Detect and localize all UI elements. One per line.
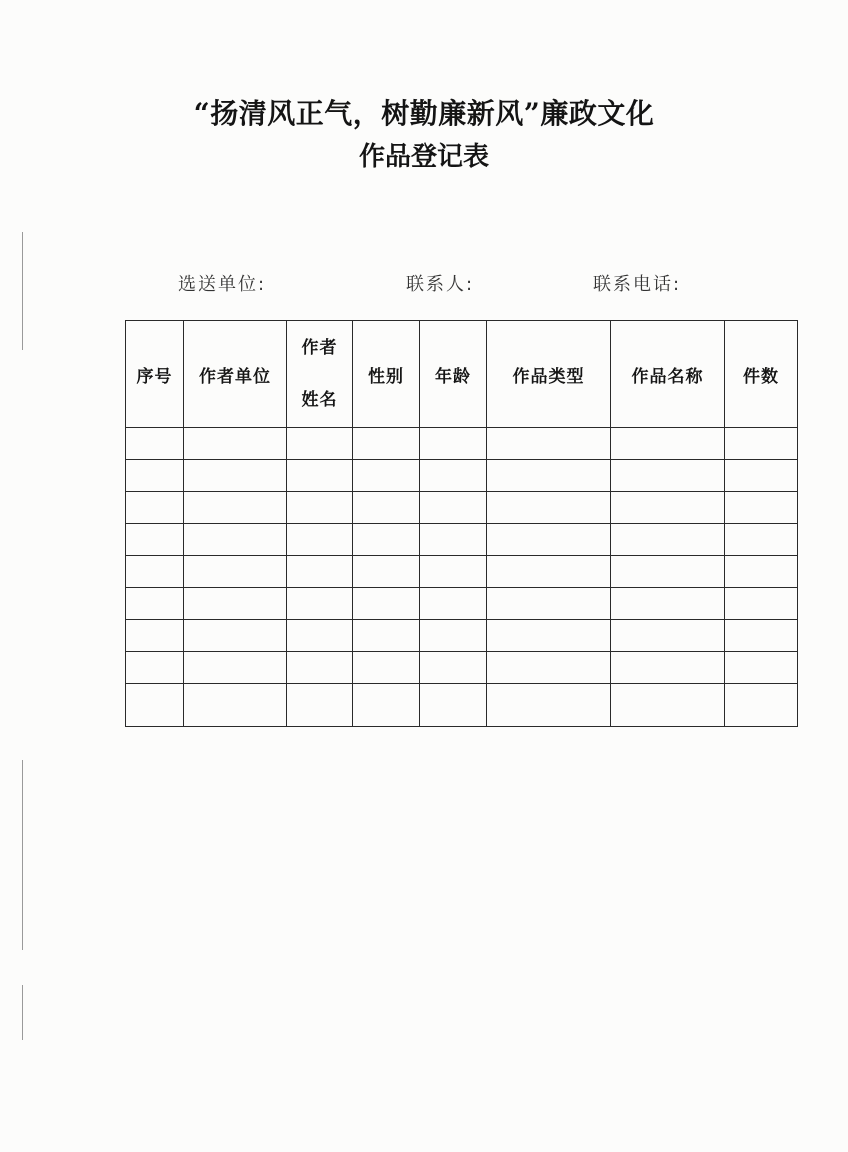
table-cell[interactable] bbox=[611, 492, 725, 524]
table-cell[interactable] bbox=[287, 620, 353, 652]
table-cell[interactable] bbox=[725, 620, 798, 652]
table-cell[interactable] bbox=[420, 428, 487, 460]
table-cell[interactable] bbox=[487, 492, 611, 524]
table-cell[interactable] bbox=[184, 524, 287, 556]
table-cell[interactable] bbox=[487, 524, 611, 556]
table-cell[interactable] bbox=[287, 460, 353, 492]
table-cell[interactable] bbox=[725, 524, 798, 556]
table-cell[interactable] bbox=[184, 588, 287, 620]
table-cell[interactable] bbox=[611, 524, 725, 556]
table-cell[interactable] bbox=[420, 620, 487, 652]
table-cell[interactable] bbox=[353, 556, 420, 588]
table-cell[interactable] bbox=[487, 652, 611, 684]
scan-edge-line bbox=[22, 232, 23, 350]
table-cell[interactable] bbox=[611, 652, 725, 684]
table-cell[interactable] bbox=[353, 588, 420, 620]
table-cell[interactable] bbox=[126, 652, 184, 684]
table-cell[interactable] bbox=[420, 556, 487, 588]
table-cell[interactable] bbox=[725, 492, 798, 524]
table-cell[interactable] bbox=[487, 620, 611, 652]
table-cell[interactable] bbox=[725, 588, 798, 620]
table-header-row bbox=[126, 321, 798, 428]
table-cell[interactable] bbox=[126, 588, 184, 620]
registration-table bbox=[125, 320, 798, 727]
header-age: 年龄 bbox=[420, 321, 487, 428]
table-cell[interactable] bbox=[611, 428, 725, 460]
table-cell[interactable] bbox=[353, 492, 420, 524]
header-author-name bbox=[287, 321, 353, 428]
table-cell[interactable] bbox=[420, 684, 487, 727]
table-row bbox=[126, 460, 798, 492]
table-cell[interactable] bbox=[420, 524, 487, 556]
table-cell[interactable] bbox=[287, 524, 353, 556]
table-cell[interactable] bbox=[184, 556, 287, 588]
table-row bbox=[126, 492, 798, 524]
header-gender: 性别 bbox=[353, 321, 420, 428]
table-cell[interactable] bbox=[725, 428, 798, 460]
table-cell[interactable] bbox=[487, 588, 611, 620]
table-row bbox=[126, 620, 798, 652]
header-work-type: 作品类型 bbox=[487, 321, 611, 428]
contact-phone-label: 联系电话: bbox=[593, 274, 682, 295]
table-cell[interactable] bbox=[611, 620, 725, 652]
table-cell[interactable] bbox=[184, 652, 287, 684]
table-cell[interactable] bbox=[353, 652, 420, 684]
table-cell[interactable] bbox=[420, 460, 487, 492]
table-cell[interactable] bbox=[353, 460, 420, 492]
contact-person-label: 联系人: bbox=[406, 274, 475, 295]
table-cell[interactable] bbox=[725, 684, 798, 727]
table-cell[interactable] bbox=[184, 460, 287, 492]
table-cell[interactable] bbox=[725, 652, 798, 684]
table-row bbox=[126, 556, 798, 588]
document-subtitle: 作品登记表 bbox=[358, 142, 489, 172]
table-cell[interactable] bbox=[287, 428, 353, 460]
table-cell[interactable] bbox=[611, 588, 725, 620]
table-row bbox=[126, 428, 798, 460]
header-work-name: 作品名称 bbox=[611, 321, 725, 428]
table-cell[interactable] bbox=[126, 460, 184, 492]
table-cell[interactable] bbox=[420, 492, 487, 524]
header-count: 件数 bbox=[725, 321, 798, 428]
header-author-name-top: 作者 bbox=[301, 338, 338, 358]
table-cell[interactable] bbox=[184, 428, 287, 460]
table-cell[interactable] bbox=[611, 556, 725, 588]
table-cell[interactable] bbox=[353, 428, 420, 460]
header-author-unit: 作者单位 bbox=[184, 321, 287, 428]
table-row bbox=[126, 684, 798, 727]
document-title: “扬清风正气，树勤廉新风”廉政文化 bbox=[193, 97, 655, 130]
header-author-name-bottom: 姓名 bbox=[301, 390, 338, 410]
table-cell[interactable] bbox=[287, 588, 353, 620]
table-cell[interactable] bbox=[725, 556, 798, 588]
table-cell[interactable] bbox=[353, 684, 420, 727]
scan-edge-line bbox=[22, 985, 23, 1040]
table-cell[interactable] bbox=[487, 556, 611, 588]
table-cell[interactable] bbox=[487, 684, 611, 727]
table-cell[interactable] bbox=[126, 524, 184, 556]
table-cell[interactable] bbox=[420, 652, 487, 684]
table-row bbox=[126, 524, 798, 556]
table-body bbox=[126, 428, 798, 727]
submitting-unit-label: 选送单位: bbox=[178, 274, 267, 295]
table-row bbox=[126, 588, 798, 620]
table-cell[interactable] bbox=[126, 620, 184, 652]
table-cell[interactable] bbox=[126, 492, 184, 524]
table-cell[interactable] bbox=[126, 428, 184, 460]
table-cell[interactable] bbox=[287, 652, 353, 684]
table-cell[interactable] bbox=[287, 492, 353, 524]
table-cell[interactable] bbox=[126, 684, 184, 727]
table-cell[interactable] bbox=[287, 684, 353, 727]
table-row bbox=[126, 652, 798, 684]
table-cell[interactable] bbox=[184, 492, 287, 524]
scan-edge-line bbox=[22, 760, 23, 950]
table-cell[interactable] bbox=[487, 428, 611, 460]
table-cell[interactable] bbox=[184, 684, 287, 727]
table-cell[interactable] bbox=[184, 620, 287, 652]
table-cell[interactable] bbox=[126, 556, 184, 588]
table-cell[interactable] bbox=[487, 460, 611, 492]
table-cell[interactable] bbox=[353, 620, 420, 652]
table-cell[interactable] bbox=[353, 524, 420, 556]
header-seq: 序号 bbox=[126, 321, 184, 428]
table-cell[interactable] bbox=[611, 460, 725, 492]
table-cell[interactable] bbox=[420, 588, 487, 620]
table-cell[interactable] bbox=[611, 684, 725, 727]
table-cell[interactable] bbox=[287, 556, 353, 588]
table-cell[interactable] bbox=[725, 460, 798, 492]
